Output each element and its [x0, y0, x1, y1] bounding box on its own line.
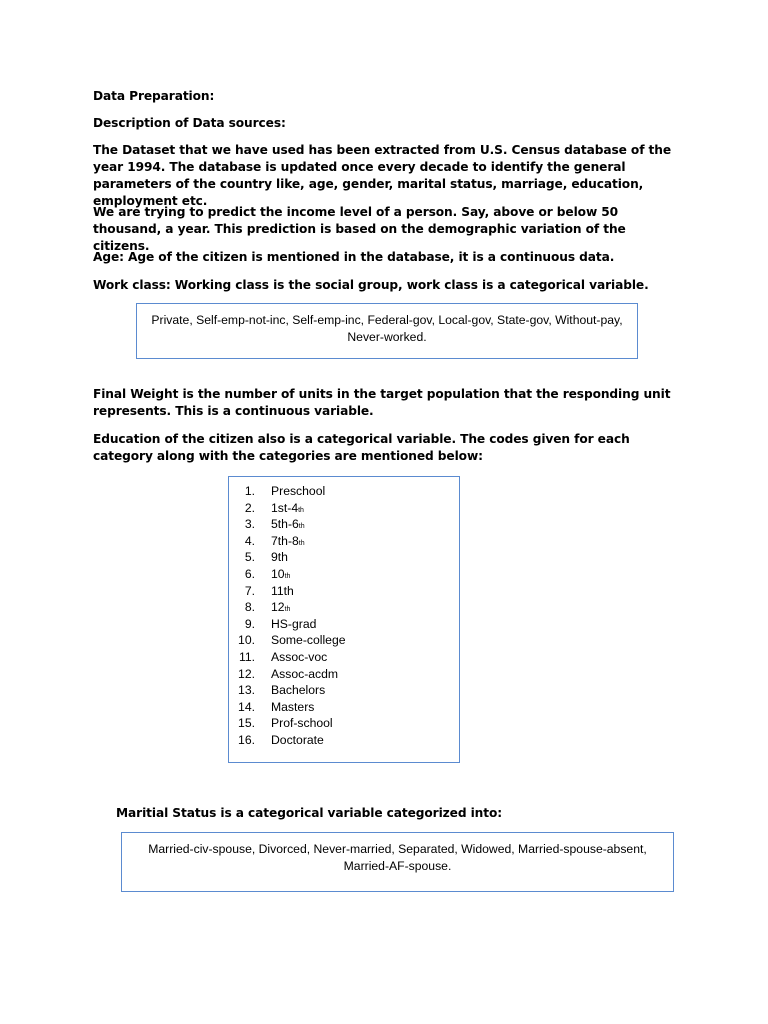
education-item-number: 12. — [238, 666, 255, 681]
education-box — [228, 476, 460, 763]
education-item: 2. 1st-4 th — [233, 500, 459, 517]
education-item-number: 6. — [244, 566, 255, 581]
education-item-number: 13. — [238, 683, 255, 698]
education-item — [233, 616, 459, 633]
education-item-label: 11th — [271, 583, 294, 598]
marital-box — [121, 832, 674, 892]
education-item-label: Prof-school — [271, 716, 333, 731]
education-item — [233, 649, 459, 666]
education-item-label: 12 — [271, 600, 285, 615]
doc-heading: Data Preparation: — [93, 89, 215, 103]
education-item — [233, 715, 459, 732]
paragraph-workclass: Work class: Working class is the social group, work class is a categorical variable. — [93, 278, 649, 292]
paragraph-marital: Maritial Status is a categorical variable categorized into: — [116, 806, 503, 820]
education-item — [233, 682, 459, 699]
education-item-number: 10. — [238, 633, 255, 648]
education-item-number: 3. — [244, 517, 255, 532]
education-item: 3. 5th-6 th — [233, 516, 459, 533]
education-item-label: 7th-8 — [271, 533, 299, 548]
education-item-number: 2. — [244, 500, 255, 515]
education-item: 8. 12 th — [233, 599, 459, 616]
education-item — [233, 699, 459, 716]
education-item-label: 9th — [271, 550, 288, 565]
paragraph-age: Age: Age of the citizen is mentioned in the database, it is a continuous data. — [93, 250, 615, 264]
education-item-number: 7. — [244, 583, 255, 598]
education-item — [233, 732, 459, 749]
education-item — [233, 549, 459, 566]
education-item: 4. 7th-8 th — [233, 533, 459, 550]
education-item-number: 1. — [244, 484, 255, 498]
education-item-label: HS-grad — [271, 616, 317, 631]
workclass-values: Private, Self-emp-not-inc, Self-emp-inc, Federal-gov, Local-gov, State-gov, Without-pay, Never-worked. — [151, 313, 623, 344]
doc-subheading: Description of Data sources: — [93, 116, 286, 130]
marital-values: Married-civ-spouse, Divorced, Never-married, Separated, Widowed, Married-spouse-absent, Married-AF-spouse. — [148, 842, 647, 873]
education-item — [233, 666, 459, 683]
workclass-box — [136, 303, 638, 359]
paragraph-education: Education of the citizen also is a categorical variable. The codes given for each category along with the categories are mentioned below: — [93, 432, 630, 463]
education-item-label: Preschool — [271, 484, 326, 498]
education-item-label: Doctorate — [271, 732, 324, 747]
paragraph-dataset: The Dataset that we have used has been extracted from U.S. Census database of the year 1994. The database is updated once every decade to identify the general parameters of the country like, age, gender, marital status, marriage, education, employment etc. — [93, 143, 672, 208]
education-item-number: 11. — [238, 649, 255, 664]
education-item-label: Bachelors — [271, 683, 326, 698]
education-item-label: Assoc-voc — [271, 649, 328, 664]
paragraph-final-weight: Final Weight is the number of units in the target population that the responding unit represents. This is a continuous variable. — [93, 387, 671, 418]
education-item-number: 9. — [244, 616, 255, 631]
education-item-number: 5. — [244, 550, 255, 565]
education-item-label: 10 — [271, 566, 285, 581]
education-item-label: 1st-4 — [271, 500, 299, 515]
education-item-number: 16. — [238, 732, 255, 747]
education-item-label: 5th-6 — [271, 517, 299, 532]
education-item-number: 14. — [238, 699, 255, 714]
education-list — [229, 477, 459, 749]
education-item-label: Assoc-acdm — [271, 666, 339, 681]
education-item — [233, 583, 459, 600]
education-item-number: 15. — [238, 716, 255, 731]
education-item-number: 4. — [244, 533, 255, 548]
education-item-number: 8. — [244, 600, 255, 615]
education-item — [233, 632, 459, 649]
education-item-label: Some-college — [271, 633, 346, 648]
education-item: 6. 10 th — [233, 566, 459, 583]
paragraph-predict: We are trying to predict the income level of a person. Say, above or below 50 thousand, a year. This prediction is based on the demographic variation of the citizens. — [93, 205, 626, 253]
education-item — [233, 483, 459, 500]
education-item-label: Masters — [271, 699, 315, 714]
